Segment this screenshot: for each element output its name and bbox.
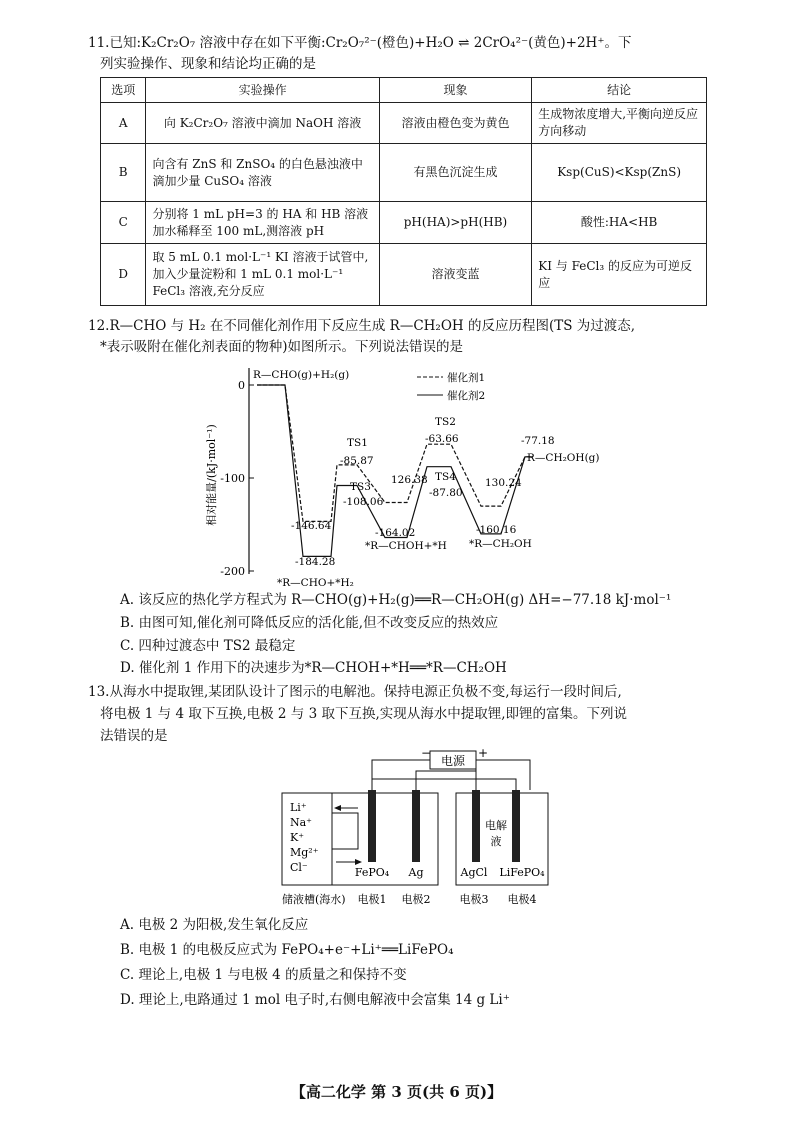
electrode-2-caption: 电极2 bbox=[401, 893, 431, 906]
y-tick-label-0: 0 bbox=[238, 379, 245, 392]
end-label: R—CH₂OH(g) bbox=[527, 452, 600, 464]
electrode-4-caption: 电极4 bbox=[507, 893, 537, 906]
electrode-4 bbox=[512, 790, 520, 862]
power-supply-label: 电源 bbox=[440, 754, 466, 768]
ts1-label: TS1 bbox=[347, 437, 368, 449]
series-line-catalyst1 bbox=[257, 385, 533, 521]
q12-option-d: D. 催化剂 1 作用下的决速步为*R—CHOH+*H══*R—CH₂OH bbox=[120, 660, 507, 676]
dip6-value: -160.16 bbox=[476, 524, 517, 536]
row-option: B bbox=[101, 144, 146, 202]
row-option: A bbox=[101, 103, 146, 144]
tank-return-box bbox=[332, 813, 358, 849]
wire-negative-outer bbox=[372, 760, 430, 779]
header-phenomenon: 现象 bbox=[379, 78, 532, 103]
table-row bbox=[101, 244, 707, 306]
ts4-value: -87.80 bbox=[429, 487, 463, 499]
dip1-value: -146.64 bbox=[291, 520, 332, 532]
species-label-2: *R—CHOH+*H bbox=[365, 540, 447, 552]
y-tick-label-100: -100 bbox=[220, 472, 245, 485]
dip3-value: 126.38 bbox=[391, 474, 428, 486]
q13-stem-line1: 13.从海水中提取锂,某团队设计了图示的电解池。保持电源正负极不变,每运行一段时间后, bbox=[88, 684, 622, 700]
electrode-1-material: FePO₄ bbox=[354, 866, 390, 879]
ion-na: Na⁺ bbox=[290, 816, 312, 829]
electrode-1 bbox=[368, 790, 376, 862]
dip5-value: 130.24 bbox=[485, 477, 522, 489]
tank-caption: 储液槽(海水) bbox=[282, 893, 346, 906]
row-option: C bbox=[101, 202, 146, 244]
electrolyte-label-b: 液 bbox=[490, 835, 502, 848]
header-operation: 实验操作 bbox=[146, 78, 379, 103]
row-operation: 分别将 1 mL pH=3 的 HA 和 HB 溶液加水稀释至 100 mL,测溶液 pH bbox=[146, 202, 379, 244]
row-conclusion: KI 与 FeCl₃ 的反应为可逆反应 bbox=[532, 244, 707, 306]
table-header-row bbox=[101, 78, 707, 103]
table-row bbox=[101, 103, 707, 144]
start-label: R—CHO(g)+H₂(g) bbox=[253, 369, 350, 381]
q13-option-d: D. 理论上,电路通过 1 mol 电子时,右侧电解液中会富集 14 g Li⁺ bbox=[120, 992, 510, 1008]
legend-catalyst1: 催化剂1 bbox=[447, 372, 486, 384]
q11-stem-line1: 11.已知:K₂Cr₂O₇ 溶液中存在如下平衡:Cr₂O₇²⁻(橙色)+H₂O ⇌ 2CrO₄²⁻(黄色)+2H⁺。下 bbox=[88, 35, 632, 51]
electrode-2 bbox=[412, 790, 420, 862]
electrode-2-material: Ag bbox=[408, 866, 424, 879]
ion-li: Li⁺ bbox=[290, 801, 307, 814]
row-operation: 向含有 ZnS 和 ZnSO₄ 的白色悬浊液中滴加少量 CuSO₄ 溶液 bbox=[146, 144, 379, 202]
ts4-label: TS4 bbox=[435, 471, 456, 483]
q12-option-c: C. 四种过渡态中 TS2 最稳定 bbox=[120, 638, 296, 654]
q13-option-b: B. 电极 1 的电极反应式为 FePO₄+e⁻+Li⁺══LiFePO₄ bbox=[120, 942, 454, 958]
row-conclusion: Ksp(CuS)<Ksp(ZnS) bbox=[532, 144, 707, 202]
ts3-label: TS3 bbox=[350, 481, 371, 493]
table-row bbox=[101, 202, 707, 244]
electrode-4-material: LiFePO₄ bbox=[499, 866, 545, 879]
energy-profile-chart bbox=[195, 360, 600, 592]
ts2-value: -63.66 bbox=[425, 433, 459, 445]
electrode-3 bbox=[472, 790, 480, 862]
row-phenomenon: 溶液由橙色变为黄色 bbox=[379, 103, 532, 144]
ion-k: K⁺ bbox=[290, 831, 305, 844]
y-tick-label-200: -200 bbox=[220, 565, 245, 578]
row-operation: 取 5 mL 0.1 mol·L⁻¹ KI 溶液于试管中,加入少量淀粉和 1 mL 0.1 mol·L⁻¹ FeCl₃ 溶液,充分反应 bbox=[146, 244, 379, 306]
electrolysis-diagram bbox=[270, 745, 570, 910]
dip4-value: -164.02 bbox=[375, 527, 416, 539]
q12-option-a: A. 该反应的热化学方程式为 R—CHO(g)+H₂(g)══R—CH₂OH(g) ΔH=−77.18 kJ·mol⁻¹ bbox=[120, 592, 672, 608]
page-footer: 【高二化学 第 3 页(共 6 页)】 bbox=[290, 1083, 503, 1101]
q12-stem-line1: 12.R—CHO 与 H₂ 在不同催化剂作用下反应生成 R—CH₂OH 的反应历程图(TS 为过渡态, bbox=[88, 318, 636, 334]
row-phenomenon: 溶液变蓝 bbox=[379, 244, 532, 306]
q13-option-c: C. 理论上,电极 1 与电极 4 的质量之和保持不变 bbox=[120, 967, 407, 983]
dip2-value: -184.28 bbox=[295, 556, 336, 568]
ts3-value: -108.06 bbox=[343, 496, 384, 508]
header-conclusion: 结论 bbox=[532, 78, 707, 103]
species-label-1: *R—CHO+*H₂ bbox=[277, 577, 354, 589]
electrode-1-caption: 电极1 bbox=[357, 893, 387, 906]
legend-catalyst2: 催化剂2 bbox=[447, 390, 486, 402]
end-value-label: -77.18 bbox=[521, 435, 555, 447]
species-label-3: *R—CH₂OH bbox=[469, 538, 532, 550]
q13-option-a: A. 电极 2 为阳极,发生氧化反应 bbox=[120, 917, 309, 933]
q11-stem-line2: 列实验操作、现象和结论均正确的是 bbox=[100, 56, 316, 72]
y-axis-label: 相对能量/(kJ·mol⁻¹) bbox=[205, 424, 218, 526]
q13-stem-line3: 法错误的是 bbox=[100, 728, 168, 744]
row-phenomenon: pH(HA)>pH(HB) bbox=[379, 202, 532, 244]
row-operation: 向 K₂Cr₂O₇ 溶液中滴加 NaOH 溶液 bbox=[146, 103, 379, 144]
ion-mg: Mg²⁺ bbox=[290, 846, 319, 859]
ts2-label: TS2 bbox=[435, 416, 456, 428]
q12-option-b: B. 由图可知,催化剂可降低反应的活化能,但不改变反应的热效应 bbox=[120, 615, 499, 631]
row-option: D bbox=[101, 244, 146, 306]
electrode-3-material: AgCl bbox=[460, 866, 488, 879]
q12-stem-line2: *表示吸附在催化剂表面的物种)如图所示。下列说法错误的是 bbox=[100, 339, 464, 355]
header-option: 选项 bbox=[101, 78, 146, 103]
q13-stem-line2: 将电极 1 与 4 取下互换,电极 2 与 3 取下互换,实现从海水中提取锂,即锂的富集。下列说 bbox=[100, 706, 628, 722]
q11-table bbox=[100, 77, 707, 306]
electrolyte-label-a: 电解 bbox=[485, 819, 507, 832]
row-conclusion: 酸性:HA<HB bbox=[532, 202, 707, 244]
ts1-value: -85.87 bbox=[340, 455, 374, 467]
row-conclusion: 生成物浓度增大,平衡向逆反应方向移动 bbox=[532, 103, 707, 144]
wire-e1-e4 bbox=[372, 779, 516, 790]
row-phenomenon: 有黑色沉淀生成 bbox=[379, 144, 532, 202]
table-row bbox=[101, 144, 707, 202]
ion-cl: Cl⁻ bbox=[290, 861, 308, 874]
minus-sign: − bbox=[421, 746, 432, 760]
plus-sign: + bbox=[478, 746, 489, 760]
electrode-3-caption: 电极3 bbox=[459, 893, 489, 906]
